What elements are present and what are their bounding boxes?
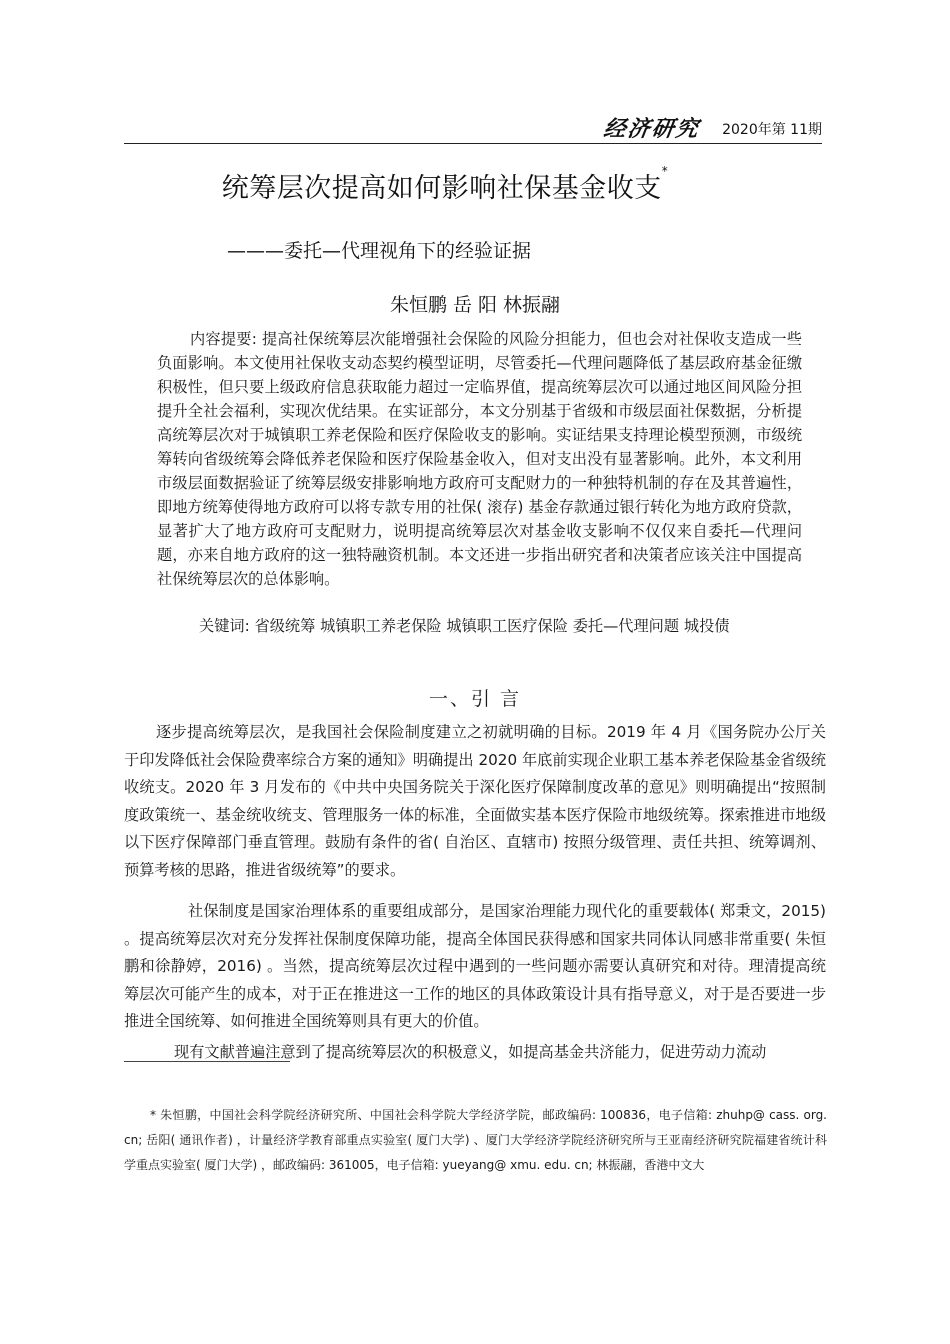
body-paragraph-3: 现有文献普遍注意到了提高统筹层次的积极意义，如提高基金共济能力，促进劳动力流动 — [174, 1043, 767, 1061]
title-footnote-mark: * — [661, 164, 669, 178]
issue-label: 2020年第 11期 — [722, 122, 822, 138]
keywords: 关键词: 省级统筹 城镇职工养老保险 城镇职工医疗保险 委托—代理问题 城投债 — [199, 617, 730, 635]
abstract: 内容提要: 提高社保统筹层次能增强社会保险的风险分担能力，但也会对社保收支造成一些负面影响。本文使用社保收支动态契约模型证明，尽管委托—代理问题降低了基层政府基金征缴积极性，但只要上级政府信息获取能力超过一定临界值，提高统筹层次可以通过地区间风险分担提升全社会福利，实现次优结果。在实证部分，本文分别基于省级和市级层面社保数据，分析提高统筹层次对于城镇职工养老保险和医疗保险收支的影响。实证结果支持理论模型预测，市级统筹转向省级统筹会降低养老保险和医疗保险基金收入，但对支出没有显著影响。此外，本文利用市级层面数据验证了统筹层级安排影响地方政府可支配财力的一种独特机制的存在及其普遍性，即地方统筹使得地方政府可以将专款专用的社保( 滚存) 基金存款通过银行转化为地方政府贷款，显著扩大了地方政府可支配财力，说明提高统筹层次对基金收支影响不仅仅来自委托—代理问题，亦来自地方政府的这一独特融资机制。本文还进一步指出研究者和决策者应该关注中国提高社保统筹层次的总体影响。 — [157, 330, 802, 588]
article-subtitle: ———委托—代理视角下的经验证据 — [227, 240, 532, 262]
section-heading: 一、引 言 — [428, 688, 522, 710]
page-header — [124, 112, 822, 144]
author-footnote: * 朱恒鹏，中国社会科学院经济研究所、中国社会科学院大学经济学院，邮政编码: 100836，电子信箱: zhuhp@ cass. org. cn; 岳阳( 通讯作者) ，计量经济学教育部重点实验室( 厦门大学) 、厦门大学经济学院经济研究所与王亚南经济研究院福建省统计科学重点实验室( 厦门大学) ，邮政编码: 361005，电子信箱: yueyang@ xmu. edu. cn; 林振翮，香港中文大 — [124, 1108, 827, 1172]
journal-logo: 经济研究 — [601, 116, 702, 142]
author-list: 朱恒鹏 岳 阳 林振翮 — [389, 294, 561, 316]
article-title — [0, 166, 890, 205]
title-text: 统筹层次提高如何影响社保基金收支 — [221, 173, 662, 204]
body-paragraph-1: 逐步提高统筹层次，是我国社会保险制度建立之初就明确的目标。2019 年 4 月《国务院办公厅关于印发降低社会保险费率综合方案的通知》明确提出 2020 年底前实现企业职工基本养老保险基金省级统收统支。2020 年 3 月发布的《中共中央国务院关于深化医疗保障制度改革的意见》则明确提出“按照制度政策统一、基金统收统支、管理服务一体的标准，全面做实基本医疗保险市地级统筹。探索推进市地级以下医疗保障部门垂直管理。鼓励有条件的省( 自治区、直辖市) 按照分级管理、责任共担、统筹调剂、预算考核的思路，推进省级统筹”的要求。 — [124, 723, 826, 879]
body-paragraph-2: 社保制度是国家治理体系的重要组成部分，是国家治理能力现代化的重要载体( 郑秉文，2015) 。提高统筹层次对充分发挥社保制度保障功能，提高全体国民获得感和国家共同体认同感非常重要( 朱恒鹏和徐静婷，2016) 。当然，提高统筹层次过程中遇到的一些问题亦需要认真研究和对待。理清提高统筹层次可能产生的成本，对于正在推进这一工作的地区的具体政策设计具有指导意义，对于是否要进一步推进全国统筹、如何推进全国统筹则具有更大的价值。 — [124, 902, 826, 1030]
footnote-divider — [124, 1061, 290, 1062]
